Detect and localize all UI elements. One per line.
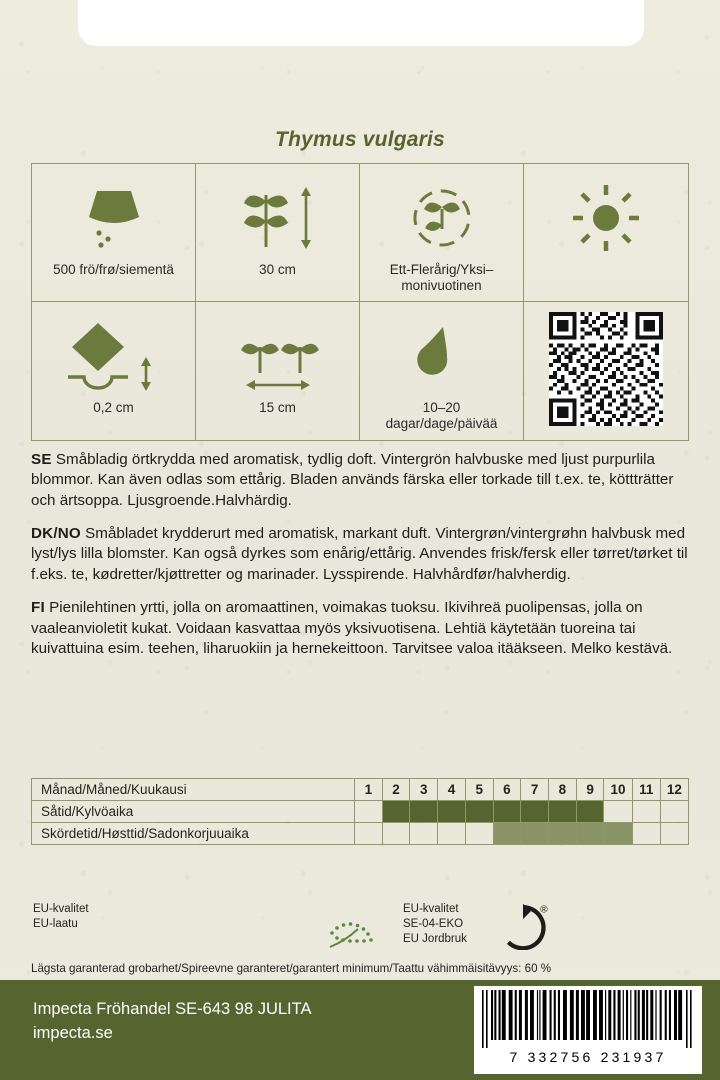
calendar-month-header: 5 [465, 779, 493, 801]
plant-height-cell [196, 164, 360, 302]
info-icon-grid [31, 163, 689, 441]
description-text-se: Småbladig örtkrydda med aromatisk, tydlig doft. Vintergrön halvbuske med ljust purpurlila blommor. Kan även odlas som ettårig. Bladen används färska eller torkade till t.ex. te, köttträtter och ärtsoppa. Ljusgroende.Halvhärdig. [31, 451, 674, 509]
calendar-month-header: 9 [576, 779, 604, 801]
calendar-row [32, 823, 689, 845]
calendar-cell-empty [438, 823, 466, 845]
calendar-cell-filled [549, 823, 577, 845]
sowing-depth-label: 0,2 cm [93, 400, 134, 415]
sowing-depth-cell [32, 302, 196, 440]
calendar-month-header: 11 [632, 779, 660, 801]
calendar-cell-empty [465, 823, 493, 845]
company-name-line: Impecta Fröhandel SE-643 98 JULITA [33, 1000, 312, 1018]
life-cycle-label: Ett-Flerårig/Yksi– monivuotinen [389, 262, 494, 294]
company-address [33, 998, 312, 1046]
calendar-month-header: 10 [604, 779, 632, 801]
sun-icon [566, 180, 646, 256]
calendar-month-header: 8 [549, 779, 577, 801]
life-cycle-icon [401, 180, 483, 256]
germination-time-icon [403, 318, 481, 394]
calendar-cell-filled [382, 801, 410, 823]
calendar-cell-empty [632, 823, 660, 845]
description-block [31, 450, 691, 672]
calendar-cell-filled [549, 801, 577, 823]
calendar-month-header: 4 [438, 779, 466, 801]
calendar-cell-empty [632, 801, 660, 823]
lang-label-fi: FI [31, 599, 45, 617]
calendar-month-header: 2 [382, 779, 410, 801]
plant-spacing-icon [226, 318, 330, 394]
calendar-cell-empty [410, 823, 438, 845]
barcode [474, 986, 702, 1074]
description-text-fi: Pienilehtinen yrtti, jolla on aromaattinen, voimakas tuoksu. Ikivihreä puolipensas, jolla on vaaleanvioletit kukat. Voidaan kasvattaa myös yksivuotisena. Lehtiä käytetään tuoreina tai kuivattuina esim. teehen, liharuokiin ja hernekeittoon. Tarvitsee valoa itääkseen. Melko kestävä. [31, 599, 673, 657]
sowing-depth-icon [62, 318, 166, 394]
calendar-cell-filled [438, 801, 466, 823]
calendar-month-header: 7 [521, 779, 549, 801]
barcode-digits: 7 332756 231937 [509, 1049, 667, 1065]
calendar-header-row [32, 779, 689, 801]
calendar-header-label: Månad/Måned/Kuukausi [32, 779, 355, 801]
calendar-cell-empty [660, 823, 688, 845]
germination-guarantee-note: Lägsta garanterad grobarhet/Spireevne garanteret/garantert minimum/Taattu vähimmäisitävyys: 60 % [31, 962, 552, 975]
calendar-row-label: Såtid/Kylvöaika [32, 801, 355, 823]
plant-height-label: 30 cm [259, 262, 296, 277]
company-website: impecta.se [33, 1023, 113, 1042]
plant-height-icon [232, 180, 324, 256]
eu-quality-mid-line1: EU-kvalitet [403, 903, 459, 915]
seed-count-icon [77, 180, 151, 256]
life-cycle-cell [360, 164, 524, 302]
calendar-month-header: 1 [354, 779, 382, 801]
sun-cell [524, 164, 688, 302]
calendar-month-header: 6 [493, 779, 521, 801]
calendar-cell-filled [576, 823, 604, 845]
calendar-cell-filled [493, 801, 521, 823]
calendar-cell-empty [660, 801, 688, 823]
calendar-cell-filled [604, 823, 632, 845]
qr-code-cell[interactable] [524, 302, 688, 440]
seed-count-cell [32, 164, 196, 302]
calendar-cell-empty [354, 801, 382, 823]
germination-time-cell [360, 302, 524, 440]
calendar-cell-filled [493, 823, 521, 845]
description-text-dkno: Småbladet krydderurt med aromatisk, markant duft. Vintergrøn/vintergrøhn halvbusk med lyst/lys lilla blomster. Kan også dyrkes som enårig/ettårig. Anvendes frisk/fersk eller tørret/tørket til f.eks. te, kødretter/kjøttretter og marinader. Lysspirende. Halvhårdfør/halvherdig. [31, 525, 688, 583]
certification-row [31, 898, 689, 950]
eu-quality-left [33, 902, 89, 932]
qr-code-icon[interactable] [549, 312, 663, 431]
lang-label-se: SE [31, 451, 52, 468]
top-notch [78, 0, 644, 46]
calendar-month-header: 3 [410, 779, 438, 801]
calendar-cell-empty [382, 823, 410, 845]
sowing-calendar [31, 778, 689, 845]
eu-organic-leaf-icon [327, 910, 385, 950]
calendar-cell-empty [604, 801, 632, 823]
description-fi [31, 598, 691, 659]
recycle-registered-mark: ® [540, 904, 548, 916]
eu-quality-left-line1: EU-kvalitet [33, 903, 89, 915]
seed-count-label: 500 frö/frø/siementä [53, 262, 174, 277]
calendar-row-label: Skördetid/Høsttid/Sadonkorjuuaika [32, 823, 355, 845]
calendar-cell-filled [465, 801, 493, 823]
eu-quality-left-line2: EU-laatu [33, 918, 78, 931]
description-se [31, 450, 691, 511]
germination-time-label: 10–20 dagar/dage/päivää [385, 400, 498, 432]
lang-label-dkno: DK/NO [31, 525, 81, 543]
description-dkno [31, 524, 691, 585]
calendar-cell-empty [354, 823, 382, 845]
calendar-cell-filled [521, 823, 549, 845]
recycle-icon [497, 902, 549, 950]
footer-bar [0, 980, 720, 1080]
eu-quality-mid [403, 902, 467, 948]
page-title: Thymus vulgaris [275, 128, 445, 151]
plant-spacing-label: 15 cm [259, 400, 296, 415]
plant-spacing-cell [196, 302, 360, 440]
calendar-row [32, 801, 689, 823]
eu-quality-mid-line3: EU Jordbruk [403, 933, 467, 946]
eu-quality-mid-line2: SE-04-EKO [403, 918, 464, 931]
calendar-cell-filled [410, 801, 438, 823]
calendar-month-header: 12 [660, 779, 688, 801]
calendar-cell-filled [521, 801, 549, 823]
barcode-bars [480, 990, 696, 1048]
calendar-cell-filled [576, 801, 604, 823]
